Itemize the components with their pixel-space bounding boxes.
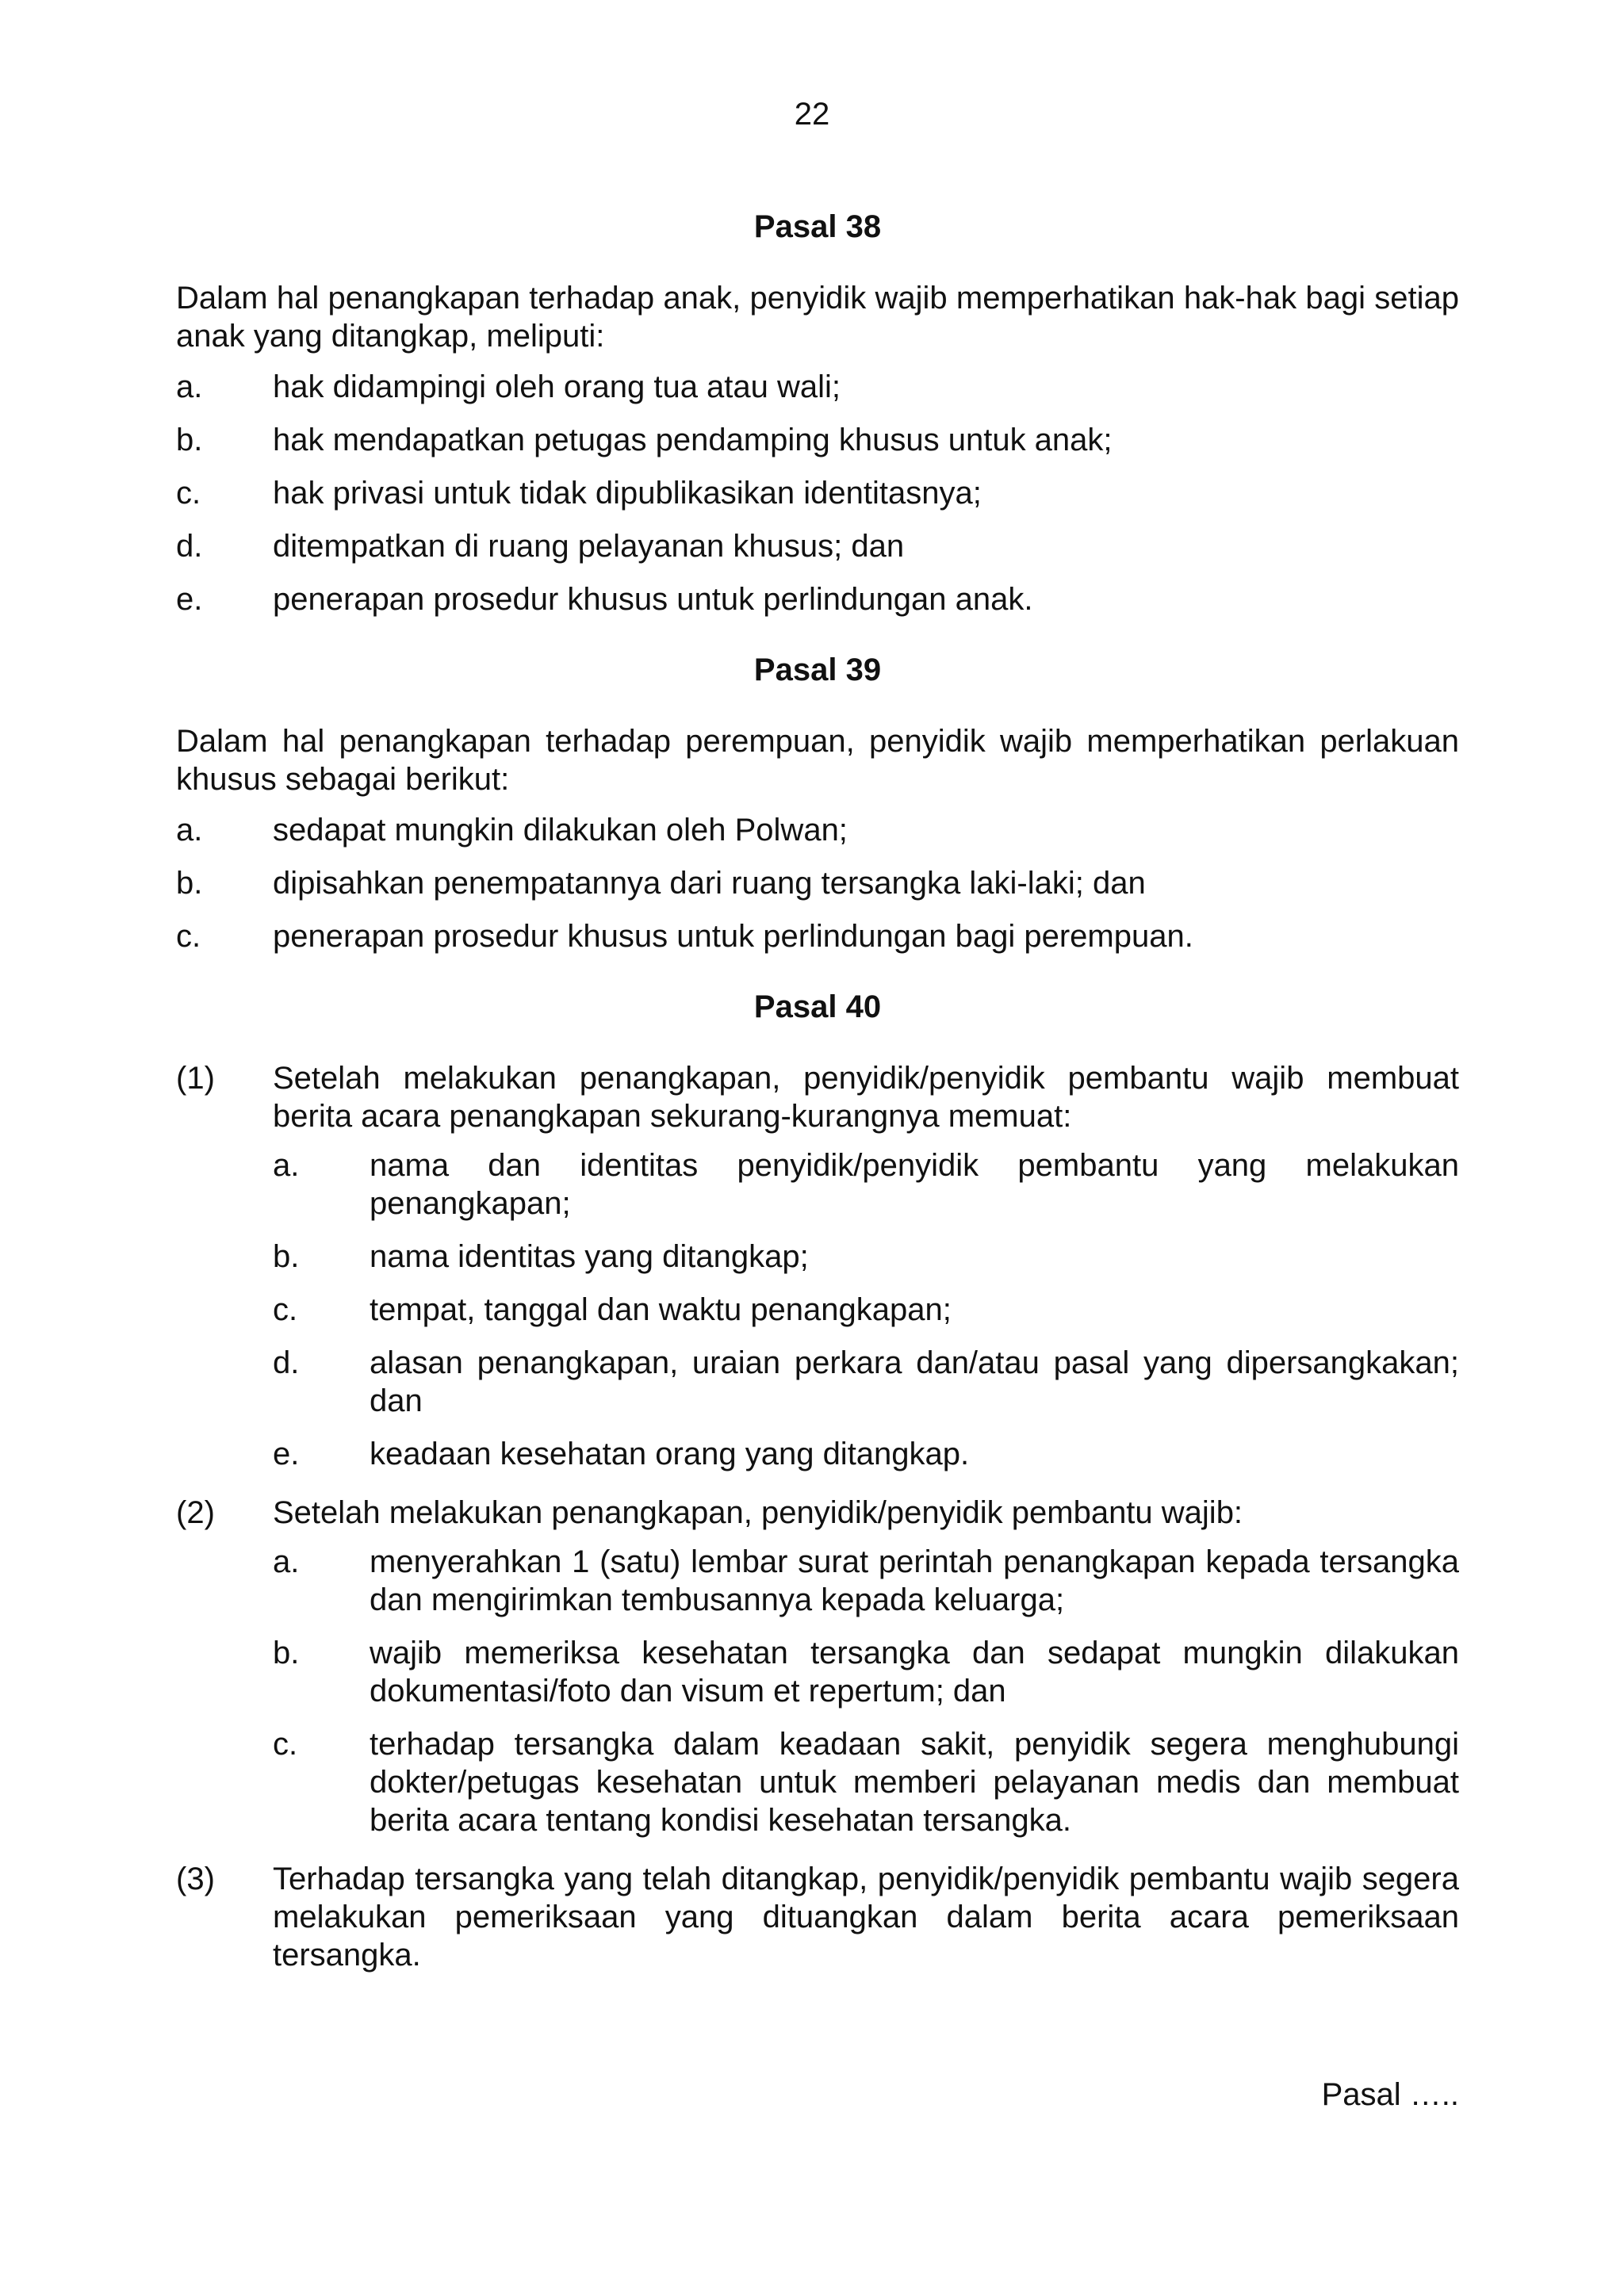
clause-marker: (3)	[176, 1862, 215, 1896]
section-pasal-40	[176, 988, 1459, 1974]
list-item	[273, 1435, 1459, 1473]
list-marker: d.	[273, 1345, 300, 1380]
list-item-text: tempat, tanggal dan waktu penangkapan;	[370, 1292, 952, 1327]
list-marker: a.	[176, 813, 203, 848]
list-item	[176, 580, 1459, 618]
numbered-clause	[176, 1860, 1459, 1974]
list-item	[176, 864, 1459, 902]
list-item-text: menyerahkan 1 (satu) lembar surat perintah penangkapan kepada tersangka dan mengirimkan tembusannya kepada keluarga;	[370, 1544, 1459, 1617]
document-body	[176, 208, 1459, 1995]
section-heading: Pasal 38	[753, 209, 882, 244]
list-marker: b.	[273, 1239, 300, 1274]
list-item-text: hak didampingi oleh orang tua atau wali;	[273, 369, 841, 404]
section-heading: Pasal 39	[753, 652, 882, 687]
page-number: 22	[794, 97, 830, 132]
list-item-text: ditempatkan di ruang pelayanan khusus; dan	[273, 529, 905, 564]
list-item	[273, 1146, 1459, 1223]
list-marker: a.	[176, 369, 203, 404]
clause-row	[176, 1059, 1459, 1135]
list-item-text: nama identitas yang ditangkap;	[370, 1239, 809, 1274]
list-item-text: wajib memeriksa kesehatan tersangka dan sedapat mungkin dilakukan dokumentasi/foto dan visum et repertum; dan	[370, 1636, 1459, 1709]
list-item	[176, 811, 1459, 849]
section-pasal-38	[176, 208, 1459, 618]
clause-text: Setelah melakukan penangkapan, penyidik/penyidik pembantu wajib:	[273, 1495, 1243, 1530]
clause-row	[176, 1860, 1459, 1974]
list-marker: a.	[273, 1148, 300, 1183]
list-marker: e.	[273, 1437, 300, 1471]
section-spacer	[176, 633, 1459, 651]
list-item-text: keadaan kesehatan orang yang ditangkap.	[370, 1437, 970, 1471]
list-item-text: terhadap tersangka dalam keadaan sakit, penyidik segera menghubungi dokter/petugas kesehatan untuk memberi pelayanan medis dan membuat berita acara tentang kondisi kesehatan tersangka.	[370, 1727, 1459, 1838]
list-item-text: nama dan identitas penyidik/penyidik pembantu yang melakukan penangkapan;	[370, 1148, 1459, 1221]
list-marker: c.	[273, 1727, 298, 1762]
list-item	[273, 1238, 1459, 1276]
list-item	[273, 1634, 1459, 1710]
list-marker: c.	[176, 919, 201, 954]
list-item	[273, 1725, 1459, 1839]
section-heading: Pasal 40	[753, 989, 882, 1024]
continuation-reference: Pasal …..	[1321, 2077, 1459, 2112]
item-list	[176, 811, 1459, 955]
list-marker: b.	[176, 866, 203, 901]
list-marker: b.	[176, 423, 203, 457]
list-item-text: penerapan prosedur khusus untuk perlindungan bagi perempuan.	[273, 919, 1193, 954]
list-item	[176, 474, 1459, 512]
section-spacer	[176, 970, 1459, 988]
section-pasal-39	[176, 651, 1459, 955]
list-item-text: dipisahkan penempatannya dari ruang tersangka laki-laki; dan	[273, 866, 1146, 901]
list-marker: d.	[176, 529, 203, 564]
list-item	[273, 1543, 1459, 1619]
sub-item-list	[273, 1146, 1459, 1473]
numbered-clause	[176, 1494, 1459, 1839]
clause-marker: (1)	[176, 1061, 215, 1096]
clause-text: Setelah melakukan penangkapan, penyidik/penyidik pembantu wajib membuat berita acara penangkapan sekurang-kurangnya memuat:	[273, 1061, 1459, 1134]
list-marker: b.	[273, 1636, 300, 1670]
clause-text: Terhadap tersangka yang telah ditangkap, penyidik/penyidik pembantu wajib segera melakukan pemeriksaan yang dituangkan dalam berita acara pemeriksaan tersangka.	[273, 1862, 1459, 1973]
list-item-text: hak mendapatkan petugas pendamping khusus untuk anak;	[273, 423, 1113, 457]
list-marker: c.	[176, 476, 201, 511]
item-list	[176, 368, 1459, 618]
sub-item-list	[273, 1543, 1459, 1839]
list-item	[176, 527, 1459, 565]
list-marker: e.	[176, 582, 203, 617]
clause-marker: (2)	[176, 1495, 215, 1530]
section-intro: Dalam hal penangkapan terhadap anak, penyidik wajib memperhatikan hak-hak bagi setiap anak yang ditangkap, meliputi:	[176, 281, 1459, 354]
section-intro: Dalam hal penangkapan terhadap perempuan, penyidik wajib memperhatikan perlakuan khusus sebagai berikut:	[176, 724, 1459, 797]
list-item	[176, 917, 1459, 955]
list-item	[273, 1344, 1459, 1420]
list-item-text: hak privasi untuk tidak dipublikasikan identitasnya;	[273, 476, 982, 511]
clause-row	[176, 1494, 1459, 1532]
list-marker: a.	[273, 1544, 300, 1579]
list-item-text: sedapat mungkin dilakukan oleh Polwan;	[273, 813, 848, 848]
list-item	[273, 1291, 1459, 1329]
list-item-text: penerapan prosedur khusus untuk perlindungan anak.	[273, 582, 1033, 617]
list-item-text: alasan penangkapan, uraian perkara dan/atau pasal yang dipersangkakan; dan	[370, 1345, 1459, 1418]
list-marker: c.	[273, 1292, 298, 1327]
numbered-clause	[176, 1059, 1459, 1473]
list-item	[176, 368, 1459, 406]
list-item	[176, 421, 1459, 459]
